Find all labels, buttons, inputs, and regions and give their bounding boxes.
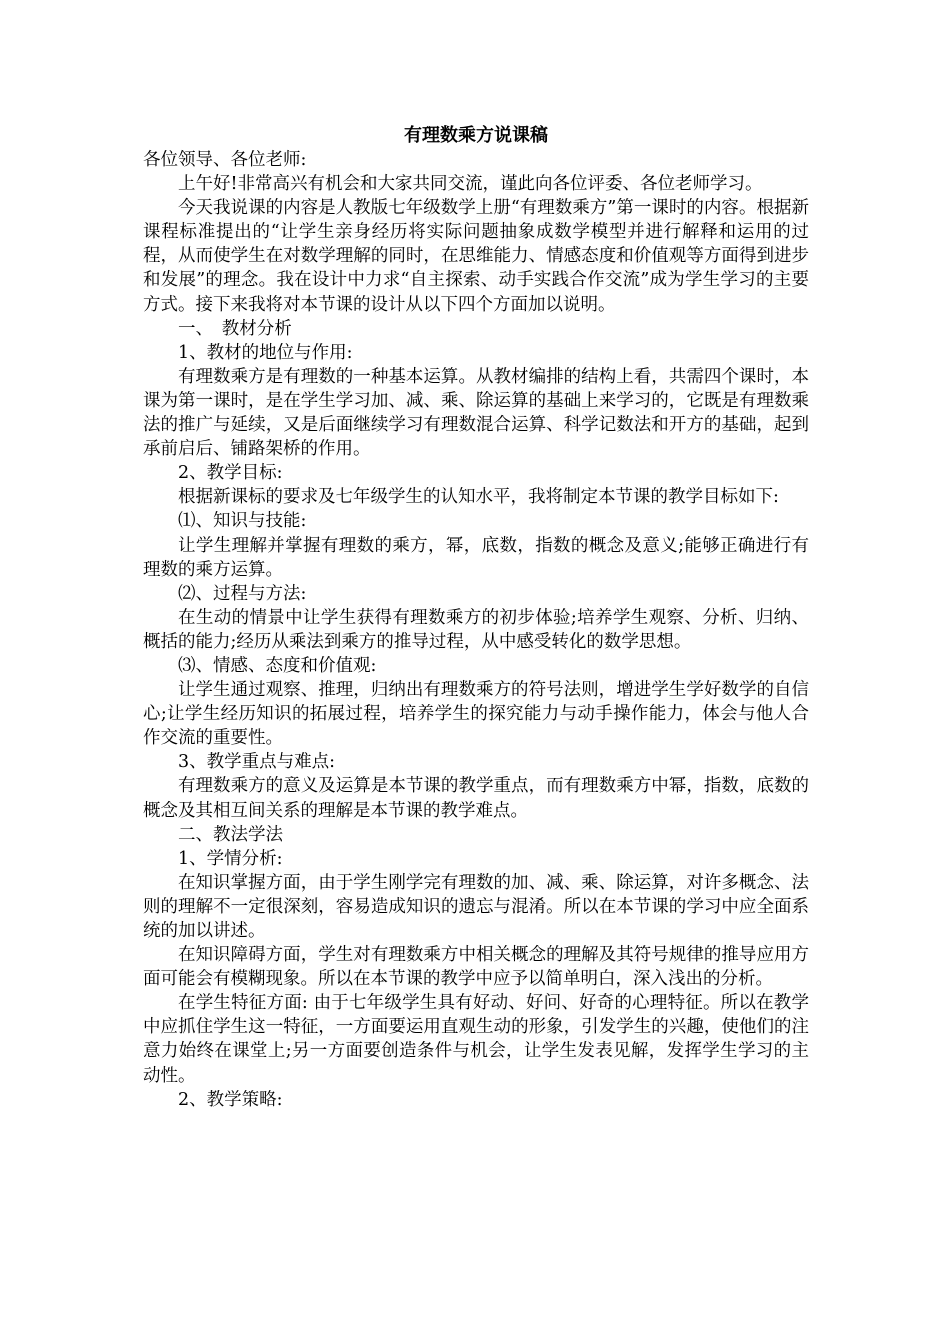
paragraph: 有理数乘方的意义及运算是本节课的教学重点，而有理数乘方中幂，指数，底数的概念及其相互间关系的理解是本节课的教学难点。 [143, 776, 809, 821]
paragraph: 二、教法学法 [178, 824, 283, 845]
paragraph: 2、教学策略: [178, 1089, 283, 1110]
paragraph: 1、教材的地位与作用: [178, 342, 353, 363]
document-body [143, 124, 809, 1112]
paragraph: 有理数乘方是有理数的一种基本运算。从教材编排的结构上看，共需四个课时，本课为第一课时，是在学生学习加、减、乘、除运算的基础上来学习的，它既是有理数乘法的推广与延续，又是后面继续学习有理数混合运算、科学记数法和开方的基础，起到承前启后、铺路架桥的作用。 [143, 366, 809, 460]
paragraph: 根据新课标的要求及七年级学生的认知水平，我将制定本节课的教学目标如下: [178, 487, 779, 508]
paragraph: ⑶、情感、态度和价值观: [178, 655, 377, 676]
paragraph: 今天我说课的内容是人教版七年级数学上册“有理数乘方”第一课时的内容。根据新课程标准提出的“让学生亲身经历将实际问题抽象成数学模型并进行解释和运用的过程，从而使学生在对数学理解的同时，在思维能力、情感态度和价值观等方面得到进步和发展”的理念。我在设计中力求“自主探索、动手实践合作交流”成为学生学习的主要方式。接下来我将对本节课的设计从以下四个方面加以说明。 [143, 198, 809, 315]
paragraph: 在学生特征方面: 由于七年级学生具有好动、好问、好奇的心理特征。所以在教学中应抓住学生这一特征，一方面要运用直观生动的形象，引发学生的兴趣，使他们的注意力始终在课堂上;另一方面要创造条件与机会，让学生发表见解，发挥学生学习的主动性。 [143, 993, 809, 1086]
paragraph: 各位领导、各位老师: [143, 150, 307, 170]
paragraph-list [143, 148, 809, 1112]
page-title: 有理数乘方说课稿 [404, 125, 548, 146]
paragraph: 一、 教材分析 [178, 318, 292, 339]
paragraph: 让学生通过观察、推理，归纳出有理数乘方的符号法则，增进学生学好数学的自信心;让学生经历知识的拓展过程，培养学生的探究能力与动手操作能力，体会与他人合作交流的重要性。 [143, 680, 809, 749]
paragraph: 1、学情分析: [178, 848, 283, 869]
paragraph: ⑴、知识与技能: [178, 511, 307, 532]
paragraph: 在知识掌握方面，由于学生刚学完有理数的加、减、乘、除运算，对许多概念、法则的理解不一定很深刻，容易造成知识的遗忘与混淆。所以在本节课的学习中应全面系统的加以讲述。 [143, 872, 809, 941]
paragraph: 上午好!非常高兴有机会和大家共同交流，谨此向各位评委、各位老师学习。 [178, 174, 763, 195]
paragraph: ⑵、过程与方法: [178, 583, 307, 604]
paragraph: 3、教学重点与难点: [178, 752, 336, 773]
paragraph: 让学生理解并掌握有理数的乘方，幂，底数，指数的概念及意义;能够正确进行有理数的乘方运算。 [143, 535, 809, 580]
paragraph: 2、教学目标: [178, 463, 283, 484]
paragraph: 在知识障碍方面，学生对有理数乘方中相关概念的理解及其符号规律的推导应用方面可能会有模糊现象。所以在本节课的教学中应予以简单明白，深入浅出的分析。 [143, 945, 809, 990]
paragraph: 在生动的情景中让学生获得有理数乘方的初步体验;培养学生观察、分析、归纳、概括的能力;经历从乘法到乘方的推导过程，从中感受转化的数学思想。 [143, 607, 809, 652]
